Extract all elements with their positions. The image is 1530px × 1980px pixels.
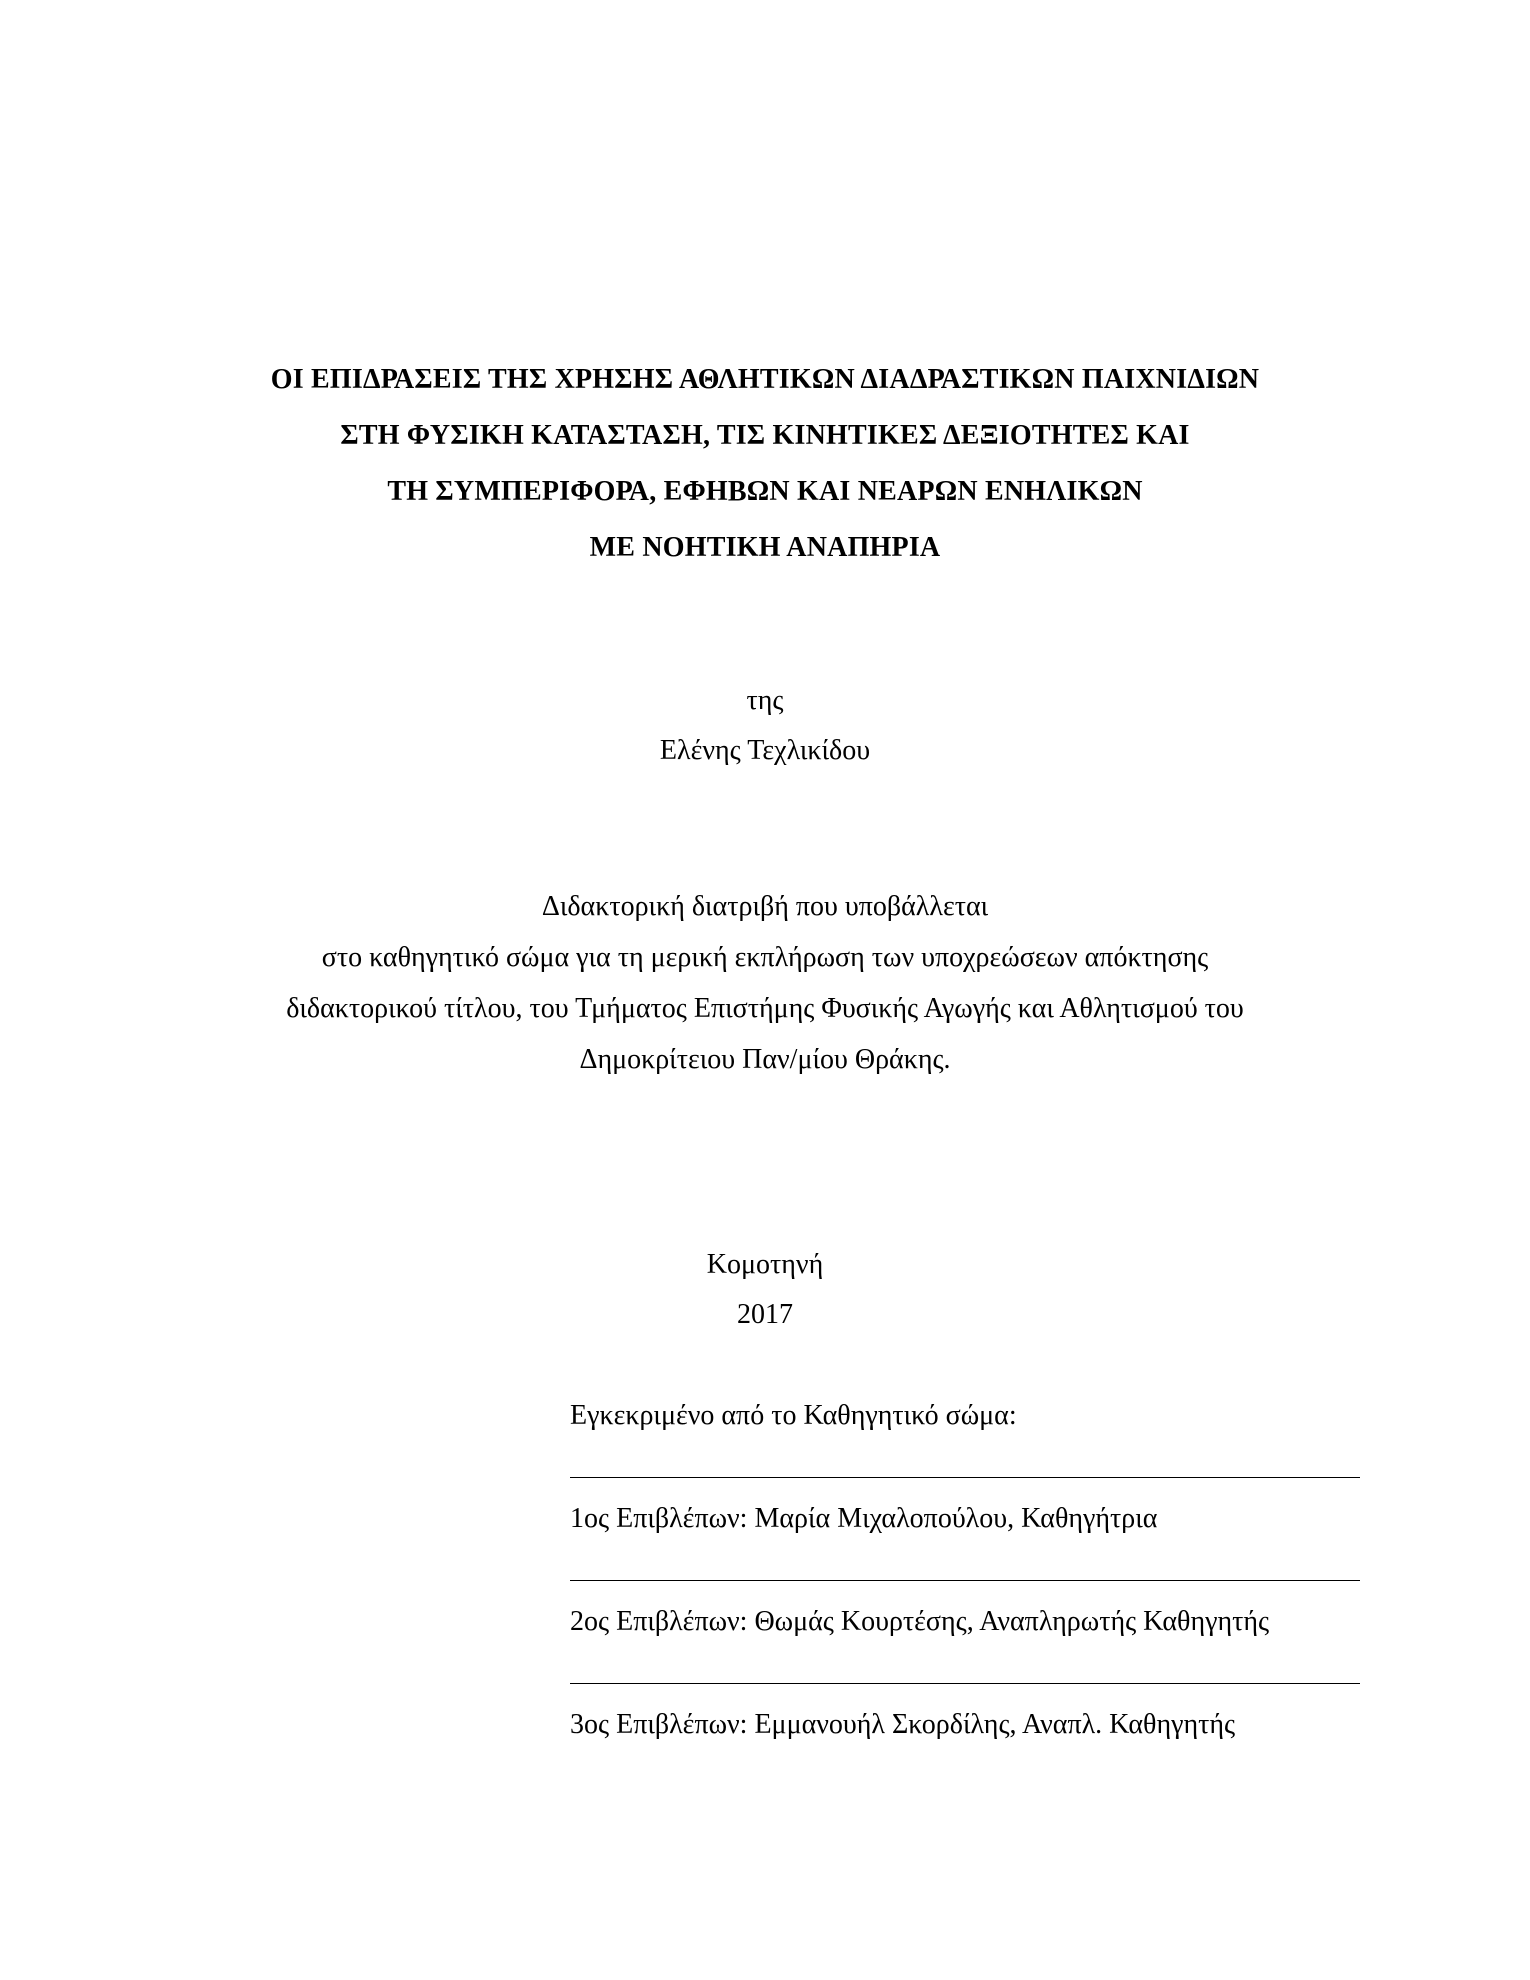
title-line-4: ΜΕ ΝΟΗΤΙΚΗ ΑΝΑΠΗΡΙΑ xyxy=(589,532,941,563)
signature-line-2 xyxy=(570,1580,1360,1581)
description-line-4: Δημοκρίτειου Παν/μίου Θράκης. xyxy=(579,1044,951,1075)
title-line-1: ΟΙ ΕΠΙΔΡΑΣΕΙΣ ΤΗΣ ΧΡΗΣΗΣ ΑΘΛΗΤΙΚΩΝ ΔΙΑΔΡΑΣΤΙΚΩΝ ΠΑΙΧΝΙΔΙΩΝ xyxy=(270,364,1260,395)
author-block xyxy=(0,676,1530,776)
description-line-3: διδακτορικού τίτλου, του Τμήματος Επιστήμης Φυσικής Αγωγής και Αθλητισμού του xyxy=(286,993,1244,1024)
title-line-3: ΤΗ ΣΥΜΠΕΡΙΦΟΡΑ, ΕΦΗΒΩΝ ΚΑΙ ΝΕΑΡΩΝ ΕΝΗΛΙΚΩΝ xyxy=(387,476,1143,507)
supervisor-1: 1ος Επιβλέπων: Μαρία Μιχαλοπούλου, Καθηγήτρια xyxy=(570,1503,1158,1534)
title-line-2: ΣΤΗ ΦΥΣΙΚΗ ΚΑΤΑΣΤΑΣΗ, ΤΙΣ ΚΙΝΗΤΙΚΕΣ ΔΕΞΙΟΤΗΤΕΣ ΚΑΙ xyxy=(340,420,1190,451)
description-line-2: στο καθηγητικό σώμα για τη μερική εκπλήρωση των υποχρεώσεων απόκτησης xyxy=(321,942,1209,973)
year: 2017 xyxy=(737,1299,793,1330)
description-line-1: Διδακτορική διατριβή που υποβάλλεται xyxy=(541,891,989,922)
place-and-year xyxy=(0,1240,1530,1340)
approval-section xyxy=(570,1391,1360,1786)
approval-heading: Εγκεκριμένο από το Καθηγητικό σώμα: xyxy=(570,1400,1017,1431)
supervisor-2: 2ος Επιβλέπων: Θωμάς Κουρτέσης, Αναπληρωτής Καθηγητής xyxy=(570,1606,1270,1637)
place: Κομοτηνή xyxy=(706,1249,824,1280)
thesis-title xyxy=(0,352,1530,576)
author-prefix: της xyxy=(746,685,784,716)
signature-line-1 xyxy=(570,1477,1360,1478)
author-name: Ελένης Τεχλικίδου xyxy=(659,735,871,766)
thesis-description xyxy=(0,881,1530,1085)
supervisor-3: 3ος Επιβλέπων: Εμμανουήλ Σκορδίλης, Αναπλ. Καθηγητής xyxy=(570,1709,1236,1740)
signature-line-3 xyxy=(570,1683,1360,1684)
